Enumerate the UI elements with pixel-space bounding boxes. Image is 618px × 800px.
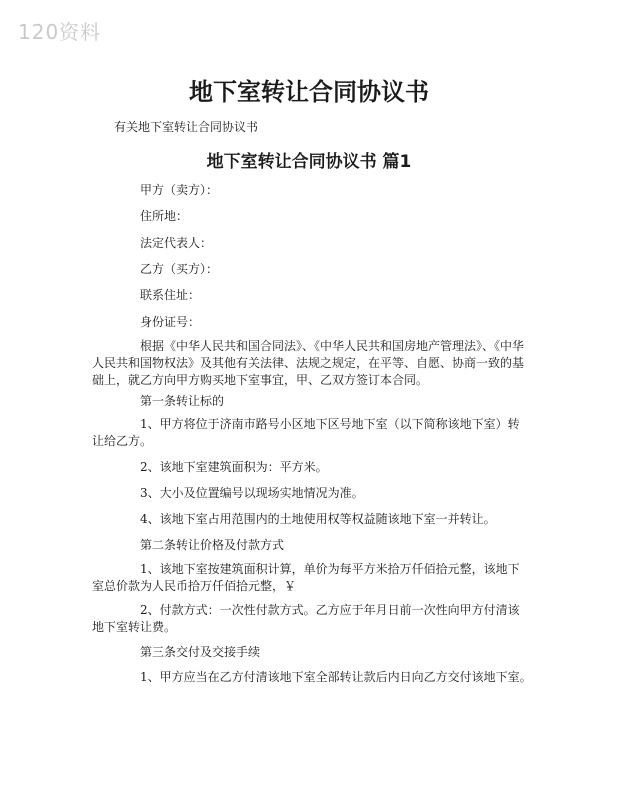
- article-2-title: 第二条转让价格及付款方式: [140, 538, 285, 552]
- field-party-a: 甲方（卖方）：: [140, 183, 219, 197]
- watermark: 120资料: [18, 20, 102, 44]
- article-3-item: 1、甲方应当在乙方付清该地下室全部转让款后内日向乙方交付该地下室。: [140, 670, 532, 684]
- subtitle: 有关地下室转让合同协议书: [114, 120, 259, 134]
- article-2-item: 2、付款方式：一次性付款方式。乙方应于年月日前一次性向甲方付清该地下室转让费。: [92, 603, 520, 634]
- field-legal-rep: 法定代表人：: [140, 236, 213, 250]
- field-contact-address: 联系住址：: [140, 288, 201, 302]
- intro-paragraph: 根据《中华人民共和国合同法》、《中华人民共和国房地产管理法》、《中华人民共和国物权法》及其他有关法律、法规之规定，在平等、自愿、协商一致的基础上，就乙方向甲方购买地下室事宜，甲、乙双方签订本合同。: [92, 339, 525, 387]
- page-title: 地下室转让合同协议书: [189, 78, 429, 106]
- field-address: 住所地：: [140, 209, 189, 223]
- article-3-title: 第三条交付及交接手续: [140, 645, 261, 659]
- section-title: 地下室转让合同协议书 篇1: [206, 152, 412, 172]
- field-party-b: 乙方（买方）：: [140, 262, 219, 276]
- article-1-item: 1、甲方将位于济南市路号小区地下区号地下室（以下简称该地下室）转让给乙方。: [92, 417, 520, 448]
- article-1-title: 第一条转让标的: [140, 394, 225, 408]
- article-1-item: 4、该地下室占用范围内的土地使用权等权益随该地下室一并转让。: [140, 512, 496, 526]
- article-1-item: 3、大小及位置编号以现场实地情况为准。: [140, 486, 364, 500]
- article-1-item: 2、该地下室建筑面积为：平方米。: [140, 460, 328, 474]
- field-id-number: 身份证号：: [140, 315, 201, 329]
- article-2-item: 1、该地下室按建筑面积计算，单价为每平方米拾万仟佰拾元整，该地下室总价款为人民币拾万仟佰拾元整，￥: [92, 562, 520, 593]
